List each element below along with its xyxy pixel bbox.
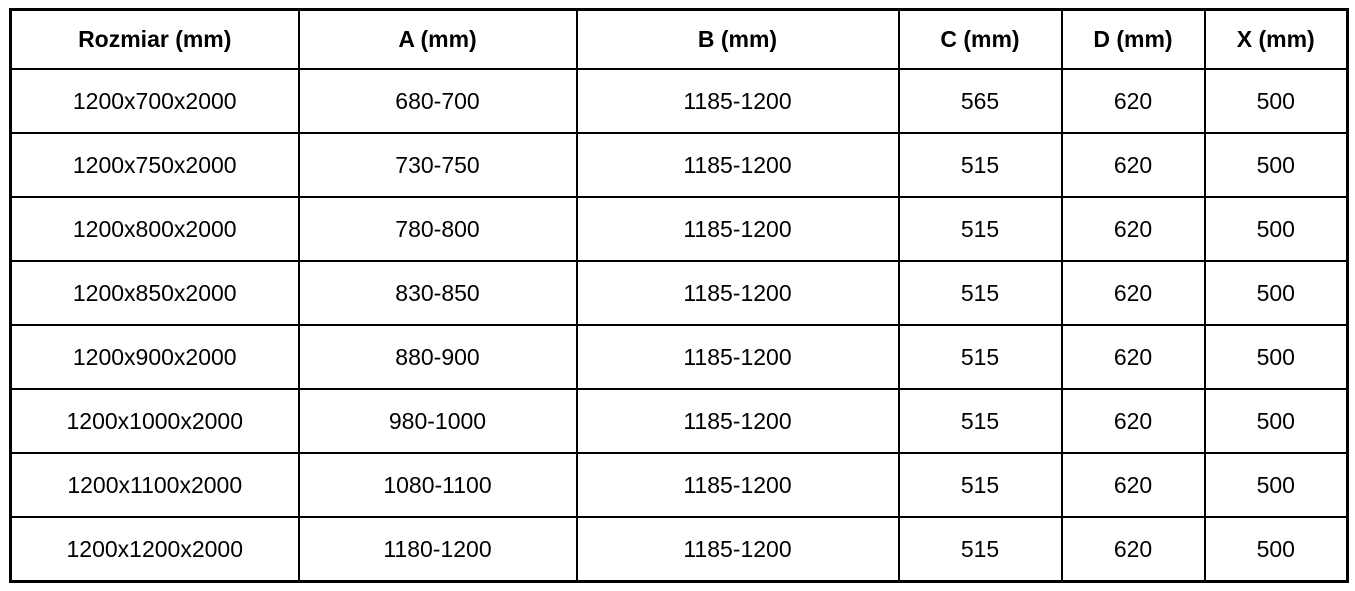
table-cell: 1200x750x2000 xyxy=(11,133,299,197)
table-cell: 620 xyxy=(1062,133,1205,197)
table-cell: 1185-1200 xyxy=(577,389,899,453)
column-header-a: A (mm) xyxy=(299,10,577,70)
table-cell: 515 xyxy=(899,197,1062,261)
column-header-d: D (mm) xyxy=(1062,10,1205,70)
table-cell: 1080-1100 xyxy=(299,453,577,517)
table-cell: 1185-1200 xyxy=(577,261,899,325)
table-cell: 1200x1200x2000 xyxy=(11,517,299,582)
table-cell: 515 xyxy=(899,325,1062,389)
table-row xyxy=(11,389,1348,453)
table-cell: 730-750 xyxy=(299,133,577,197)
table-row xyxy=(11,261,1348,325)
table-cell: 620 xyxy=(1062,197,1205,261)
column-header-x: X (mm) xyxy=(1205,10,1348,70)
table-cell: 680-700 xyxy=(299,69,577,133)
table-cell: 500 xyxy=(1205,261,1348,325)
table-cell: 1200x700x2000 xyxy=(11,69,299,133)
table-cell: 1200x850x2000 xyxy=(11,261,299,325)
table-cell: 565 xyxy=(899,69,1062,133)
table-cell: 620 xyxy=(1062,453,1205,517)
table-cell: 1185-1200 xyxy=(577,325,899,389)
table-cell: 515 xyxy=(899,261,1062,325)
table-cell: 1185-1200 xyxy=(577,517,899,582)
table-cell: 500 xyxy=(1205,69,1348,133)
table-row xyxy=(11,325,1348,389)
table-cell: 1185-1200 xyxy=(577,453,899,517)
table-header-row xyxy=(11,10,1348,70)
table-cell: 1200x800x2000 xyxy=(11,197,299,261)
table-cell: 1200x1000x2000 xyxy=(11,389,299,453)
table-cell: 620 xyxy=(1062,325,1205,389)
table-cell: 1185-1200 xyxy=(577,69,899,133)
table-cell: 1185-1200 xyxy=(577,197,899,261)
table-cell: 830-850 xyxy=(299,261,577,325)
column-header-b: B (mm) xyxy=(577,10,899,70)
dimension-table-container xyxy=(9,8,1349,583)
table-cell: 780-800 xyxy=(299,197,577,261)
table-row xyxy=(11,69,1348,133)
table-header xyxy=(11,10,1348,70)
table-cell: 500 xyxy=(1205,133,1348,197)
table-cell: 620 xyxy=(1062,517,1205,582)
table-body xyxy=(11,69,1348,582)
table-cell: 500 xyxy=(1205,389,1348,453)
table-cell: 620 xyxy=(1062,389,1205,453)
column-header-rozmiar: Rozmiar (mm) xyxy=(11,10,299,70)
table-cell: 500 xyxy=(1205,517,1348,582)
table-cell: 620 xyxy=(1062,261,1205,325)
table-cell: 515 xyxy=(899,389,1062,453)
table-cell: 980-1000 xyxy=(299,389,577,453)
table-cell: 515 xyxy=(899,133,1062,197)
table-row xyxy=(11,197,1348,261)
column-header-c: C (mm) xyxy=(899,10,1062,70)
table-cell: 500 xyxy=(1205,325,1348,389)
table-cell: 500 xyxy=(1205,197,1348,261)
table-cell: 500 xyxy=(1205,453,1348,517)
table-cell: 515 xyxy=(899,517,1062,582)
table-row xyxy=(11,453,1348,517)
table-row xyxy=(11,133,1348,197)
table-cell: 1185-1200 xyxy=(577,133,899,197)
size-dimension-table xyxy=(9,8,1349,583)
table-cell: 880-900 xyxy=(299,325,577,389)
table-row xyxy=(11,517,1348,582)
table-cell: 1200x1100x2000 xyxy=(11,453,299,517)
table-cell: 1180-1200 xyxy=(299,517,577,582)
table-cell: 620 xyxy=(1062,69,1205,133)
table-cell: 515 xyxy=(899,453,1062,517)
table-cell: 1200x900x2000 xyxy=(11,325,299,389)
